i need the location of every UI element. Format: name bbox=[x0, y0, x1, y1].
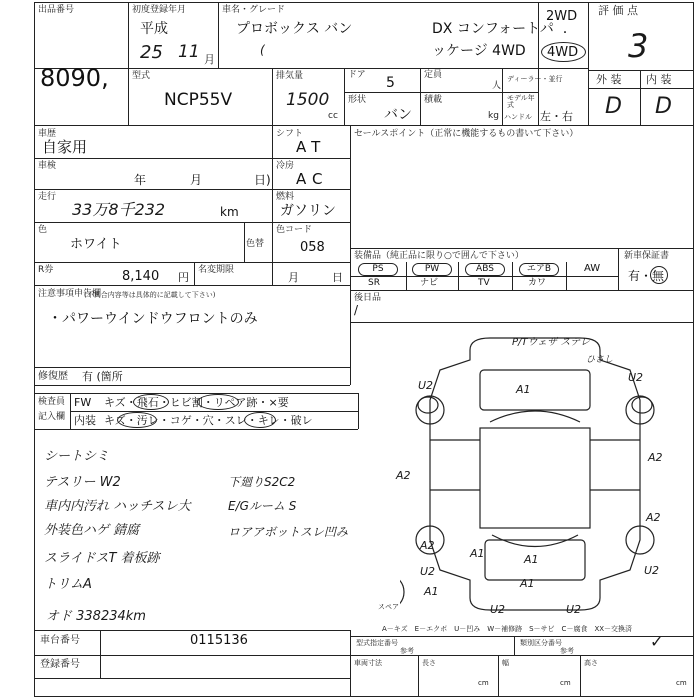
mark: A1 bbox=[424, 585, 439, 598]
doors-label: ドア bbox=[348, 70, 366, 80]
note-line: オド 338234km bbox=[46, 609, 146, 624]
circle-sure bbox=[244, 412, 276, 428]
first-reg-label: 初度登録年月 bbox=[132, 5, 187, 15]
note-line-right: 下廻りS2C2 bbox=[228, 475, 296, 489]
note-line-right: ロアアボットスレ凹み bbox=[228, 525, 348, 539]
name-change-day: 日 bbox=[332, 271, 343, 284]
mark: A2 bbox=[396, 469, 411, 482]
note-line-right: E/Gルーム S bbox=[228, 499, 297, 513]
displacement-label: 排気量 bbox=[276, 71, 304, 81]
registration-label: 登録番号 bbox=[40, 659, 80, 670]
interior-label: 内 装 bbox=[646, 73, 672, 86]
name-change-month: 月 bbox=[288, 271, 299, 284]
first-reg-era: 平成 bbox=[140, 21, 168, 37]
category-ref: 参考 bbox=[560, 647, 574, 655]
color-label: 色 bbox=[38, 225, 48, 235]
drive-2wd: 2WD bbox=[546, 9, 578, 24]
color-change-label: 色替 bbox=[246, 239, 265, 249]
aircon-value: AC bbox=[296, 170, 329, 188]
mark: A2 bbox=[648, 451, 663, 464]
aircon-label: 冷房 bbox=[276, 161, 295, 171]
mileage-unit: km bbox=[220, 205, 239, 219]
equip-abs: ABS bbox=[465, 263, 505, 276]
recycle-value: 8,140 bbox=[122, 269, 160, 284]
mark: U2 bbox=[418, 379, 434, 392]
mark: A2 bbox=[646, 511, 661, 524]
model-year-label: モデル年式 bbox=[507, 94, 535, 109]
recycle-unit: 円 bbox=[178, 271, 189, 284]
mark-wiper: P/Tウェザ ステレ bbox=[512, 337, 590, 348]
inspection-month: 月 bbox=[190, 173, 203, 187]
attention-label: 注意事項申告欄 bbox=[38, 289, 102, 299]
color-code-label: 色コード bbox=[276, 225, 313, 235]
mark: A2 bbox=[420, 539, 435, 552]
exterior-label: 外 装 bbox=[596, 73, 622, 86]
category-label: 類別区分番号 bbox=[520, 639, 562, 647]
equip-leather: カワ bbox=[528, 278, 547, 288]
mileage-label: 走行 bbox=[38, 192, 57, 202]
handle-label: ハンドル bbox=[504, 113, 532, 121]
equip-airbag: エアB bbox=[519, 263, 559, 276]
drive-dot: ・ bbox=[560, 28, 570, 39]
mark: A1 bbox=[520, 577, 535, 590]
model-label: 型式 bbox=[132, 71, 151, 81]
circle-yogore bbox=[117, 412, 157, 428]
aftermarket-label: 後日品 bbox=[354, 293, 382, 303]
inspector-label-2: 記入欄 bbox=[38, 412, 66, 422]
equip-ps: PS bbox=[358, 263, 398, 276]
length-label: 長さ bbox=[422, 659, 436, 667]
exterior-grade: D bbox=[605, 94, 622, 119]
equip-pw: PW bbox=[412, 263, 452, 276]
dealer-label: ディーラー・並行 bbox=[507, 75, 563, 83]
body-label: 形状 bbox=[348, 95, 367, 105]
equipment-label: 装備品（純正品に限り○で囲んで下さい） bbox=[354, 251, 524, 261]
capacity-unit: 人 bbox=[492, 81, 502, 91]
inspection-year: 年 bbox=[134, 173, 147, 187]
mark: U2 bbox=[628, 371, 644, 384]
interior-check-items: キズ・汚レ・コゲ・穴・スレ・キレ・破レ bbox=[104, 414, 313, 427]
lot-label: 出品番号 bbox=[38, 5, 75, 15]
certified-label: 型式指定番号 bbox=[356, 639, 398, 647]
displacement-unit: cc bbox=[328, 111, 338, 121]
fw-items: キズ・飛石・ヒビ割・リペア跡・×要 bbox=[104, 396, 289, 409]
note-line: 外装色ハゲ 錆腐 bbox=[44, 523, 140, 538]
spare-label: スペア bbox=[378, 603, 399, 611]
fuel-label: 燃料 bbox=[276, 192, 295, 202]
certified-ref: 参考 bbox=[400, 647, 414, 655]
first-reg-year: 25 bbox=[140, 42, 163, 63]
mark: U2 bbox=[490, 603, 506, 616]
equip-aw: AW bbox=[584, 263, 601, 274]
fw-label: FW bbox=[74, 396, 92, 409]
rating-score: 3 bbox=[628, 27, 649, 65]
equip-tv: TV bbox=[478, 278, 490, 288]
mark-visor: ひさし bbox=[586, 355, 614, 365]
recycle-label: R券 bbox=[38, 265, 54, 275]
warranty-label: 新車保証書 bbox=[624, 251, 670, 261]
circle-warranty-none bbox=[650, 266, 668, 284]
history-label: 車歴 bbox=[38, 129, 57, 139]
displacement-value: 1500 bbox=[286, 90, 330, 110]
grade-line2: ッケージ 4WD bbox=[432, 43, 526, 59]
circle-hibiware bbox=[197, 394, 239, 410]
repair-value: 有 (箇所 bbox=[82, 370, 123, 383]
circle-hishi bbox=[133, 394, 169, 410]
shift-label: シフト bbox=[276, 129, 304, 139]
note-line: シートシミ bbox=[44, 449, 110, 464]
damage-legend: A－キズ E－エクボ U－凹み W－補修跡 S－サビ C－腐食 XX－交換済 bbox=[382, 625, 633, 633]
handle-value: 左・右 bbox=[540, 110, 573, 123]
inspector-label-1: 検査員 bbox=[38, 397, 66, 407]
width-unit: cm bbox=[560, 679, 571, 687]
note-line: テスリー W2 bbox=[44, 475, 121, 490]
interior-grade: D bbox=[655, 94, 672, 119]
mark: A1 bbox=[470, 547, 485, 560]
shift-value: AT bbox=[296, 138, 327, 156]
mark: A1 bbox=[524, 553, 539, 566]
car-name-mark: ( bbox=[260, 43, 265, 57]
height-label: 高さ bbox=[584, 659, 598, 667]
model-value: NCP55V bbox=[164, 90, 233, 110]
check-mark: ✓ bbox=[650, 632, 664, 651]
doors-value: 5 bbox=[386, 75, 395, 91]
mark: U2 bbox=[420, 565, 436, 578]
aftermarket-mark: / bbox=[354, 303, 359, 317]
note-line: スライドスT 着板跡 bbox=[44, 551, 160, 566]
car-name-label: 車名・グレード bbox=[222, 5, 286, 15]
capacity-label: 定員 bbox=[424, 70, 443, 80]
interior-check-label: 内装 bbox=[74, 414, 96, 427]
car-name: プロボックス バン bbox=[236, 21, 353, 37]
length-unit: cm bbox=[478, 679, 489, 687]
attention-note: ・パワーウインドウフロントのみ bbox=[48, 311, 258, 327]
size-label: 車両寸法 bbox=[354, 659, 382, 667]
name-change-label: 名変期限 bbox=[198, 265, 235, 275]
first-reg-month-unit: 月 bbox=[204, 53, 215, 66]
equip-navi: ナビ bbox=[420, 278, 439, 288]
chassis-number: 0115136 bbox=[190, 633, 248, 648]
sales-point-label: セールスポイント（正常に機能するもの書いて下さい） bbox=[354, 129, 579, 139]
repair-label: 修復歴 bbox=[38, 371, 68, 382]
rating-label: 評 価 点 bbox=[598, 4, 638, 17]
first-reg-month: 11 bbox=[178, 42, 200, 62]
equip-sr: SR bbox=[368, 278, 380, 288]
inspection-label: 車検 bbox=[38, 161, 57, 171]
inspection-close: ) bbox=[266, 173, 271, 187]
note-line: 車内内汚れ ハッチスレ大 bbox=[44, 499, 191, 514]
color-value: ホワイト bbox=[70, 237, 122, 252]
mark: U2 bbox=[644, 564, 660, 577]
warranty-value: 有・無 bbox=[628, 269, 665, 283]
color-code: 058 bbox=[300, 240, 325, 255]
mark: U2 bbox=[566, 603, 582, 616]
lot-number: 8090, bbox=[40, 64, 109, 92]
note-line: トリムA bbox=[44, 577, 92, 592]
width-label: 幅 bbox=[502, 659, 509, 667]
mileage-value: 33万8千232 bbox=[72, 200, 166, 219]
grade-line1: DX コンフォートパ bbox=[432, 21, 554, 37]
fuel-value: ガソリン bbox=[280, 203, 336, 219]
height-unit: cm bbox=[676, 679, 687, 687]
load-label: 積載 bbox=[424, 95, 443, 105]
body-value: バン bbox=[384, 107, 412, 123]
load-unit: kg bbox=[488, 111, 499, 121]
chassis-label: 車台番号 bbox=[40, 635, 80, 646]
history-value: 自家用 bbox=[42, 138, 88, 156]
attention-sublabel: (不具合内容等は具体的に記載して下さい) bbox=[84, 291, 216, 299]
mark: A1 bbox=[516, 383, 531, 396]
drive-4wd: 4WD bbox=[547, 45, 579, 60]
inspection-day: 日 bbox=[254, 173, 267, 187]
